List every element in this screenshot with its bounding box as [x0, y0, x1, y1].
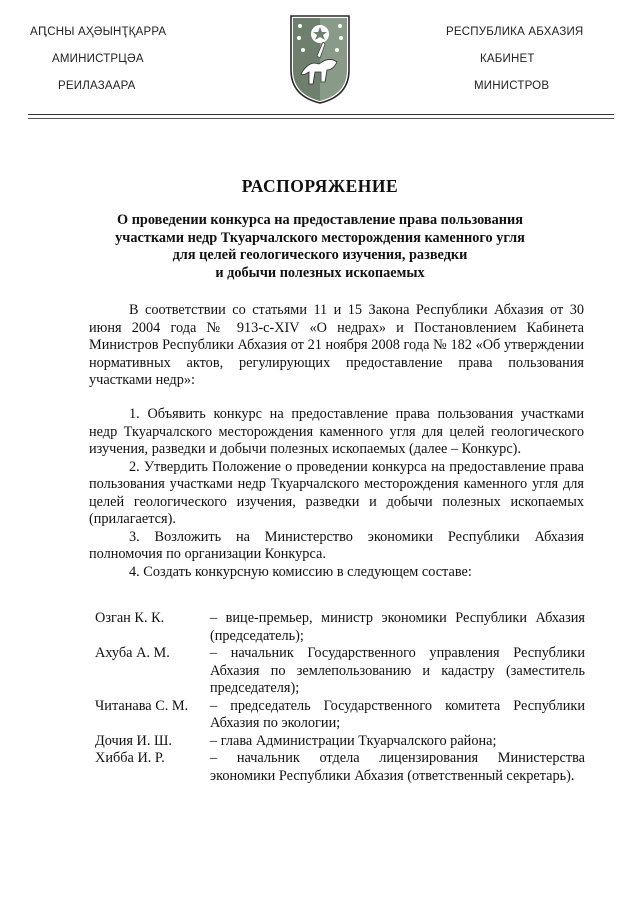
order-items	[89, 406, 584, 581]
commission-row	[95, 733, 585, 751]
commission-row	[95, 645, 585, 698]
commission-row	[95, 698, 585, 733]
member-role: – начальник Государственного управления Республики Абхазия по землепользованию и кадастру (заместитель председателя);	[210, 645, 585, 696]
member-role: – начальник отдела лицензирования Министерства экономики Республики Абхазия (ответственный секретарь).	[210, 750, 585, 784]
order-item-4: 4. Создать конкурсную комиссию в следующем составе:	[129, 563, 472, 580]
subject-line-1: О проведении конкурса на предоставление права пользования	[117, 212, 523, 228]
header-left-line-3: РЕИЛАЗААРА	[58, 80, 136, 92]
order-item-1: 1. Объявить конкурс на предоставление права пользования участками недр Ткуарчалского месторождения каменного угля для целей геологического изучения, разведки и добычи полезных ископаемых (далее – Конкурс).	[89, 406, 584, 457]
member-name: Читанава С. М.	[95, 697, 189, 714]
member-name: Озган К. К.	[95, 610, 165, 626]
member-name: Хибба И. Р.	[95, 750, 165, 766]
subject-line-4: и добычи полезных ископаемых	[215, 264, 425, 281]
header-divider-thin	[28, 118, 614, 119]
header-right-russian	[440, 25, 610, 106]
subject-line-3: для целей геологического изучения, разведки	[172, 247, 468, 263]
state-emblem-icon	[287, 12, 353, 106]
header-right-line-1: РЕСПУБЛИКА АБХАЗИЯ	[446, 26, 584, 38]
member-name: Ахуба А. М.	[95, 645, 170, 661]
commission-list	[95, 610, 585, 785]
preamble-text: В соответствии со статьями 11 и 15 Закона Республики Абхазия от 30 июня 2004 года № 913-с-XIV «О недрах» и Постановлением Кабинета Министров Республики Абхазия от 21 ноября 2008 года № 182 «Об утверждении нормативных актов, регулирующих предоставление права пользования участками недр»:	[89, 302, 584, 388]
preamble	[89, 302, 584, 390]
member-role: – председатель Государственного комитета Республики Абхазия по экологии;	[210, 697, 585, 731]
member-name: Дочия И. Ш.	[95, 732, 172, 749]
member-role: – вице-премьер, министр экономики Республики Абхазия (председатель);	[210, 610, 585, 644]
document-subject	[80, 212, 560, 282]
header-right-line-2: КАБИНЕТ	[480, 53, 535, 65]
commission-row	[95, 610, 585, 645]
member-role: – глава Администрации Ткуарчалского района;	[210, 732, 497, 749]
header-left-abkhaz	[30, 25, 180, 106]
commission-row	[95, 750, 585, 785]
header-divider-thick	[28, 114, 614, 115]
header-right-line-3: МИНИСТРОВ	[474, 80, 550, 92]
document-type-title: РАСПОРЯЖЕНИЕ	[241, 176, 399, 196]
order-item-3: 3. Возложить на Министерство экономики Республики Абхазия полномочия по организации Конкурса.	[89, 528, 584, 562]
order-item-2: 2. Утвердить Положение о проведении конкурса на предоставление права пользования участками недр Ткуарчалского месторождения каменного угля для целей геологического изучения, разведки и добычи полезных ископаемых (прилагается).	[89, 458, 584, 527]
header-left-line-1: АԤСНЫ АҲӘЫНҬҚАРРА	[30, 26, 167, 38]
subject-line-2: участками недр Ткуарчалского месторождения каменного угля	[115, 229, 525, 246]
header-left-line-2: АМИНИСТРЦӘА	[52, 53, 144, 65]
